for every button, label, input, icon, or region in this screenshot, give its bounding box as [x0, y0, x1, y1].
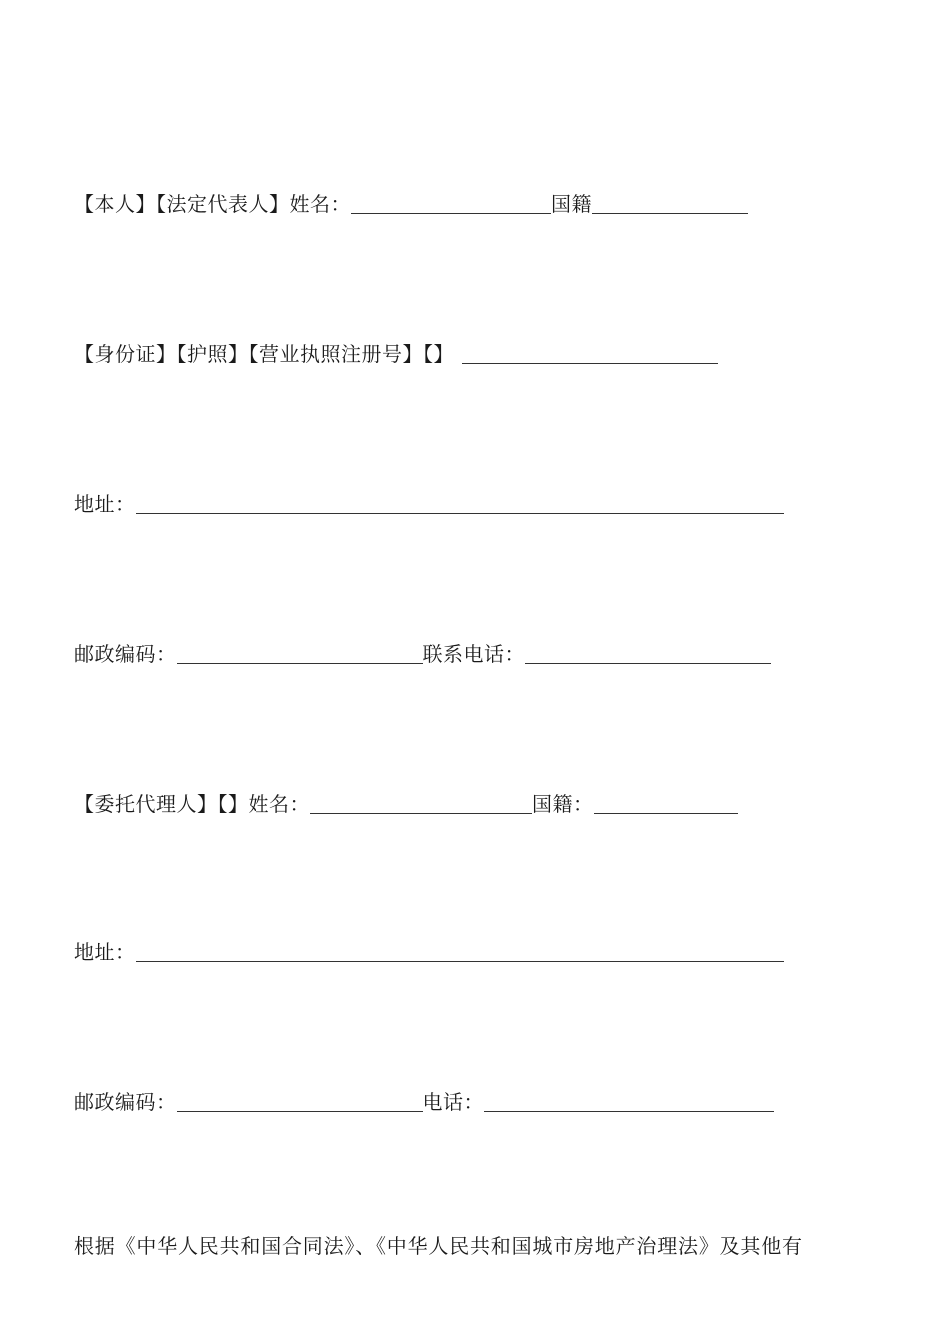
agent-identity-label: 【委托代理人】【】姓名： — [74, 792, 310, 816]
agent-postcode-field[interactable] — [177, 1089, 423, 1112]
party-id-row — [74, 336, 718, 366]
party-id-label: 【身份证】【护照】【营业执照注册号】【】 — [74, 342, 454, 366]
agent-nationality-field[interactable] — [594, 791, 738, 814]
agent-address-field[interactable] — [136, 939, 784, 962]
agent-phone-label: 电话： — [422, 1090, 484, 1114]
party-phone-label: 联系电话： — [422, 642, 525, 666]
party-nationality-field[interactable] — [592, 191, 748, 214]
party-nationality-label: 国籍 — [551, 192, 592, 216]
agent-nationality-label: 国籍： — [532, 792, 594, 816]
party-name-field[interactable] — [351, 191, 551, 214]
party-id-field[interactable] — [462, 341, 718, 364]
agent-contact-row — [74, 1084, 774, 1114]
party-address-field[interactable] — [136, 491, 784, 514]
party-postcode-label: 邮政编码： — [74, 642, 177, 666]
agent-address-row — [74, 934, 784, 964]
party-phone-field[interactable] — [525, 641, 771, 664]
party-postcode-field[interactable] — [177, 641, 423, 664]
party-address-row — [74, 486, 784, 516]
agent-address-label: 地址： — [74, 940, 136, 964]
agent-name-row — [74, 786, 738, 816]
agent-phone-field[interactable] — [484, 1089, 774, 1112]
party-contact-row — [74, 636, 771, 666]
party-address-label: 地址： — [74, 492, 136, 516]
body-paragraph: 根据《中华人民共和国合同法》、《中华人民共和国城市房地产治理法》及其他有 — [74, 1234, 803, 1258]
party-identity-label: 【本人】【法定代表人】姓名： — [74, 192, 351, 216]
party-name-row — [74, 186, 748, 216]
agent-name-field[interactable] — [310, 791, 532, 814]
agent-postcode-label: 邮政编码： — [74, 1090, 177, 1114]
